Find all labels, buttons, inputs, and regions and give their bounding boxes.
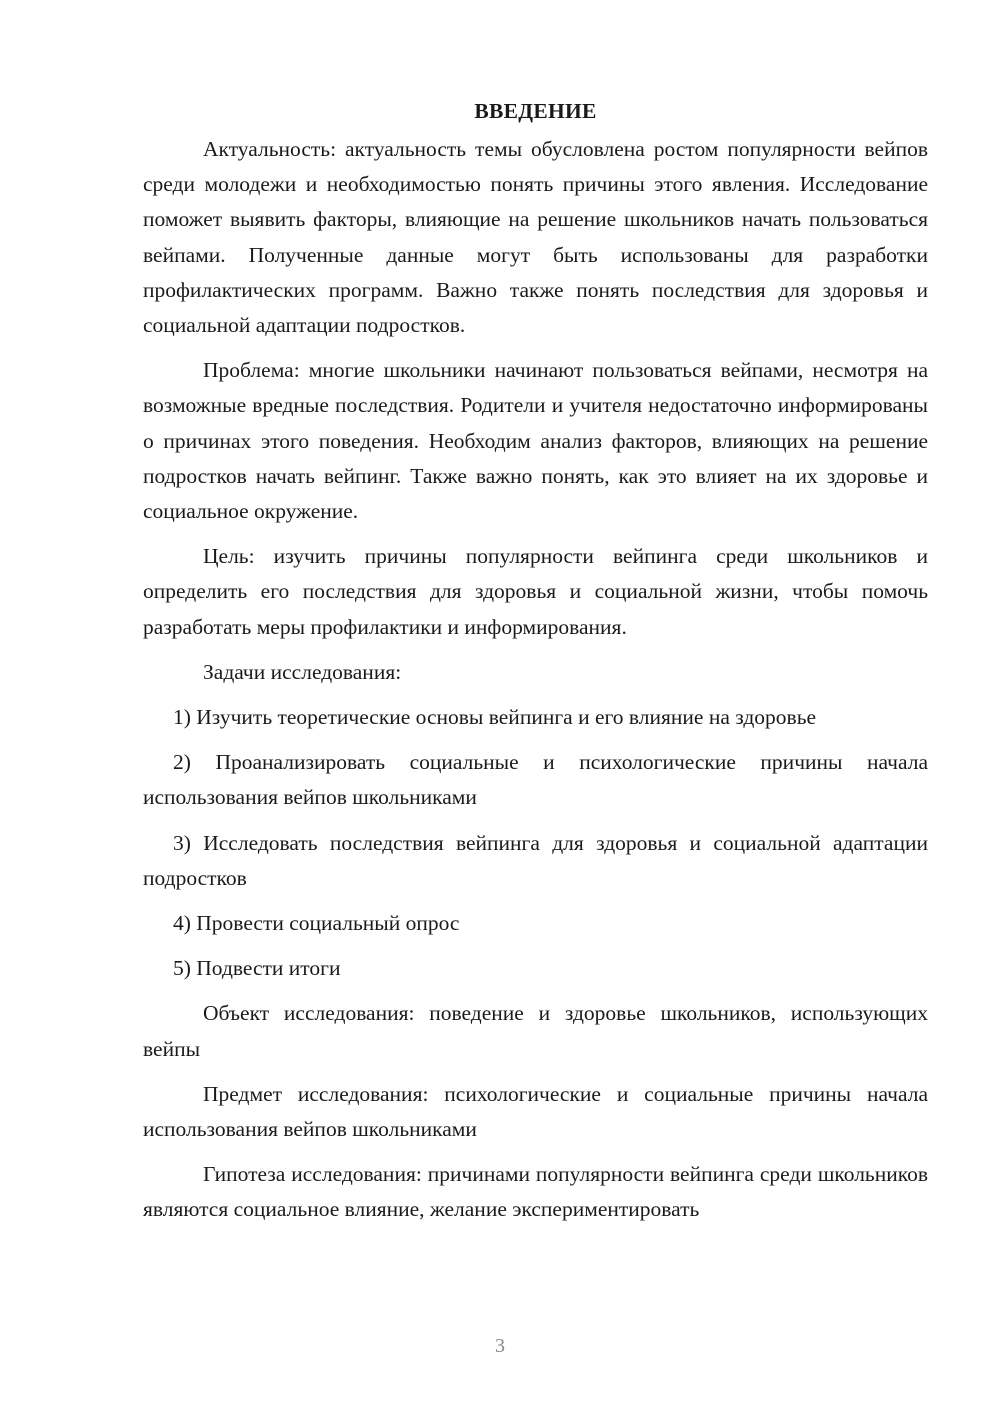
- task-item: 4) Провести социальный опрос: [173, 911, 460, 936]
- paragraph-hypothesis: Гипотеза исследования: причинами популярности вейпинга среди школьников являются социальное влияние, желание экспериментировать: [143, 1162, 928, 1222]
- task-item: 3) Исследовать последствия вейпинга для здоровья и социальной адаптации подростков: [143, 830, 928, 890]
- task-item: 5) Подвести итоги: [173, 956, 341, 981]
- paragraph-subject: Предмет исследования: психологические и социальные причины начала использования вейпов школьниками: [143, 1081, 928, 1142]
- task-item: 1) Изучить теоретические основы вейпинга и его влияние на здоровье: [173, 705, 817, 730]
- tasks-heading: Задачи исследования:: [203, 659, 402, 684]
- section-title: ВВЕДЕНИЕ: [474, 99, 597, 123]
- task-item: 2) Проанализировать социальные и психологические причины начала использования вейпов школьниками: [143, 750, 928, 810]
- document-page: [143, 96, 928, 1238]
- paragraph-object: Объект исследования: поведение и здоровье школьников, использующих вейпы: [143, 1001, 928, 1061]
- paragraph-goal: Цель: изучить причины популярности вейпинга среди школьников и определить его последствия для здоровья и социальной жизни, чтобы помочь разработать меры профилактики и информирования.: [143, 544, 928, 639]
- tasks-list: [143, 700, 928, 986]
- paragraph-relevance: Актуальность: актуальность темы обусловлена ростом популярности вейпов среди молодежи и необходимостью понять причины этого явления. Исследование поможет выявить факторы, влияющие на решение школьников начать пользоваться вейпами. Полученные данные могут быть использованы для разработки профилактических программ. Важно также понять последствия для здоровья и социальной адаптации подростков.: [143, 137, 928, 338]
- paragraph-problem: Проблема: многие школьники начинают пользоваться вейпами, несмотря на возможные вредные последствия. Родители и учителя недостаточно информированы о причинах этого поведения. Необходим анализ факторов, влияющих на решение подростков начать вейпинг. Также важно понять, как это влияет на их здоровье и социальное окружение.: [143, 358, 928, 524]
- page-number: 3: [495, 1335, 505, 1357]
